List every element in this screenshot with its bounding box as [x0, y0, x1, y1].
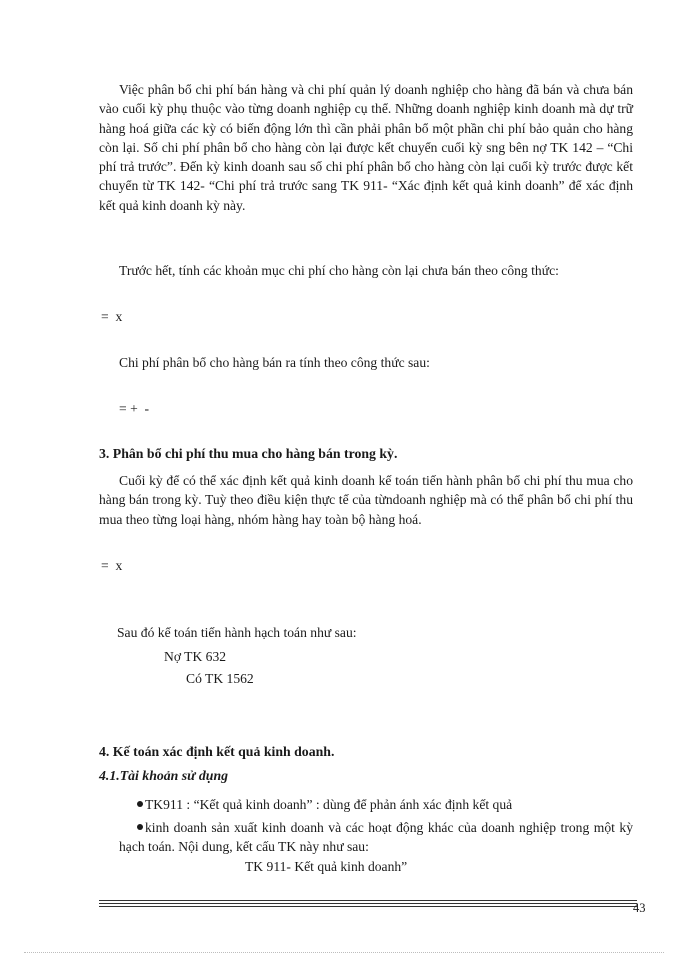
page-number: 43 — [633, 901, 646, 915]
bullet-item-business — [119, 818, 633, 856]
bullet-item-tk911 — [137, 795, 637, 814]
paragraph-sold-cost-intro: Chi phí phân bổ cho hàng bán ra tính theo công thức sau: — [119, 355, 430, 370]
formula-remaining-cost: = x — [101, 309, 123, 324]
paragraph-entry-intro: Sau đó kế toán tiến hành hạch toán như sau: — [117, 625, 357, 640]
bullet-text: TK911 : “Kết quả kinh doanh” : dùng để phản ánh xác định kết quả — [145, 797, 513, 812]
paragraph-purchase-cost: Cuối kỳ để có thể xác định kết quả kinh doanh kế toán tiến hành phân bổ chi phí thu mua cho hàng bán trong kỳ. Tuỳ theo điều kiện thực tế của từndoanh nghiệp mà có thể phân bổ chi phí thu mua theo từng loại hàng, nhóm hàng hay toàn bộ hàng hoá. — [99, 473, 633, 527]
footer-rule — [99, 900, 637, 901]
bullet-icon — [137, 801, 143, 807]
account-title: TK 911- Kết quả kinh doanh” — [245, 859, 408, 874]
formula-sold-cost: = + - — [119, 401, 150, 416]
footer-rule — [99, 903, 637, 904]
page-bottom-divider — [24, 952, 664, 953]
bullet-text: kinh doanh sản xuất kinh doanh và các hoạt động khác của doanh nghiệp trong một kỳ hạch toán. Nội dung, kết cấu TK này như sau: — [119, 820, 633, 854]
bullet-icon — [137, 824, 143, 830]
footer-rule — [99, 906, 637, 907]
journal-debit-entry: Nợ TK 632 — [164, 649, 227, 664]
subsection-heading-4-1: 4.1.Tài khoản sử dụng — [99, 768, 229, 783]
section-heading-3: 3. Phân bổ chi phí thu mua cho hàng bán trong kỳ. — [99, 446, 398, 461]
journal-credit-entry: Có TK 1562 — [186, 671, 254, 686]
paragraph-cost-allocation: Việc phân bổ chi phí bán hàng và chi phí quản lý doanh nghiệp cho hàng đã bán và chưa bán vào cuối kỳ phụ thuộc vào từng doanh nghiệp cụ thể. Những doanh nghiệp kinh doanh mà dự trữ hàng hoá giữa các kỳ có biến động lớn thì cần phải phân bổ một phần chi phí bảo quản cho hàng còn lại. Số chi phí phân bổ cho hàng còn lại được kết chuyển cuối kỳ sng bên nợ TK 142 – “Chi phí trả trước”. Đến kỳ kinh doanh sau số chi phí phân bổ cho hàng còn lại cuối kỳ trước được kết chuyển từ TK 142- “Chi phí trả trước sang TK 911- “Xác định kết quả kinh doanh” để xác định kết quả kinh doanh kỳ này. — [99, 82, 633, 213]
paragraph-formula-intro: Trước hết, tính các khoản mục chi phí cho hàng còn lại chưa bán theo công thức: — [119, 263, 559, 278]
formula-purchase-cost: = x — [101, 558, 123, 573]
section-heading-4: 4. Kế toán xác định kết quả kinh doanh. — [99, 744, 335, 759]
